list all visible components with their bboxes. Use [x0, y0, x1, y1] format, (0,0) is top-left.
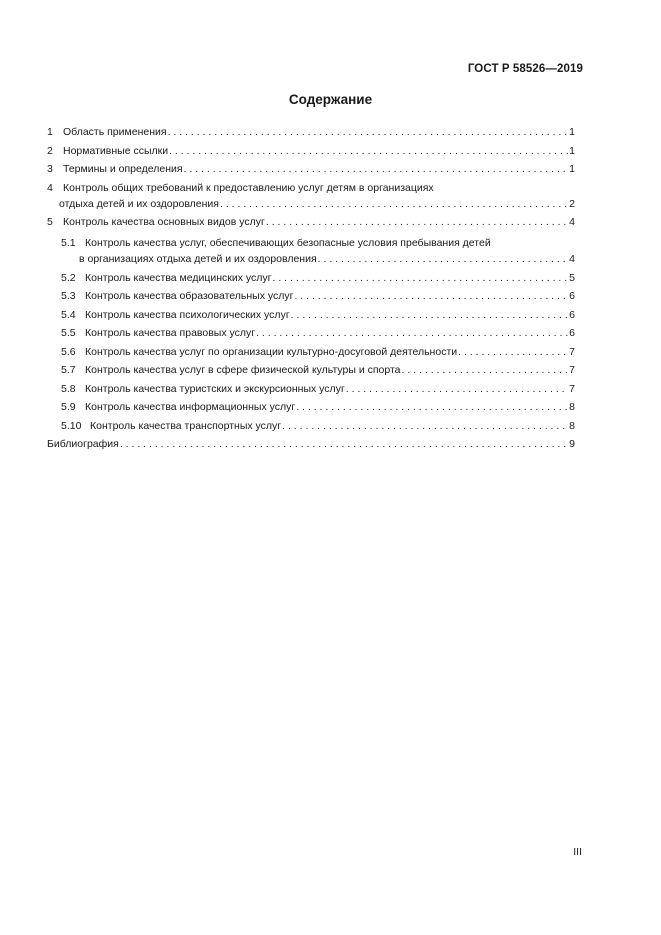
toc-entry-label: Контроль качества правовых услуг	[85, 327, 256, 339]
toc-entry[interactable]	[47, 399, 575, 415]
toc-entry[interactable]	[47, 362, 575, 378]
toc-leader-dots	[346, 381, 568, 397]
toc-entry[interactable]	[47, 124, 575, 140]
toc-entry-label: Контроль качества туристских и экскурсионных услуг	[85, 382, 345, 395]
toc-entry-number: 1	[47, 126, 53, 138]
toc-entry-number: 5.7	[61, 364, 76, 376]
toc-entry[interactable]	[47, 161, 575, 177]
toc-entry[interactable]	[47, 436, 575, 452]
toc-entry-page: 4	[569, 216, 575, 228]
toc-entry-label: Контроль общих требований к предоставлению услуг детям в организациях	[63, 181, 434, 194]
toc-entry[interactable]	[47, 270, 575, 286]
toc-entry-number: 2	[47, 144, 53, 157]
toc-entry-number: 5.8	[61, 382, 76, 395]
toc-entry-number: 5.10	[61, 419, 82, 432]
toc-entry[interactable]	[47, 143, 575, 159]
toc-entry-number: 5.3	[61, 290, 76, 302]
toc-entry-number: 5.9	[61, 401, 76, 413]
toc-entry[interactable]	[47, 418, 575, 434]
toc-entry-page: 7	[569, 345, 575, 358]
toc-entry-label: Область применения	[63, 126, 167, 138]
toc-entry-page: 1	[569, 126, 575, 138]
toc-entry-page: 7	[569, 364, 575, 376]
document-code: ГОСТ Р 58526—2019	[467, 63, 583, 75]
toc-leader-dots	[220, 196, 568, 212]
toc-entry-page: 2	[569, 197, 575, 210]
toc-entry-label: в организациях отдыха детей и их оздоровления	[79, 253, 317, 265]
toc-entry-number: 4	[47, 181, 53, 194]
toc-leader-dots	[458, 344, 568, 360]
toc-entry-page: 1	[569, 144, 575, 157]
toc-leader-dots	[291, 307, 569, 323]
toc-leader-dots	[168, 124, 569, 140]
toc-entry-page: 6	[569, 290, 575, 302]
toc-entry-number: 5.6	[61, 345, 76, 358]
toc-entry[interactable]	[47, 214, 575, 230]
toc-leader-dots	[402, 362, 569, 378]
toc-title: Содержание	[288, 92, 373, 107]
toc-entry-number: 5	[47, 216, 53, 228]
toc-leader-dots	[266, 214, 568, 230]
toc-entry[interactable]	[47, 288, 575, 304]
toc-leader-dots	[282, 418, 568, 434]
toc-leader-dots	[318, 251, 569, 267]
toc-entry-number: 5.5	[61, 327, 76, 339]
toc-leader-dots	[256, 325, 568, 341]
toc-entry-label: Контроль качества услуг, обеспечивающих безопасные условия пребывания детей	[85, 237, 491, 249]
toc-entry-label: Контроль качества информационных услуг	[85, 401, 296, 413]
toc-entry-page: 8	[569, 401, 575, 413]
toc-entry-label: Контроль качества медицинских услуг	[85, 271, 272, 284]
toc-entry-label: Контроль качества услуг по организации культурно-досуговой деятельности	[85, 345, 458, 358]
toc-entry-label: Нормативные ссылки	[63, 144, 169, 157]
page-number: III	[573, 846, 582, 858]
toc-entry-label: Контроль качества услуг в сфере физической культуры и спорта	[85, 364, 401, 376]
toc-entry-page: 5	[569, 271, 575, 284]
toc-entry-page: 9	[569, 438, 575, 450]
toc-entry-number: 5.1	[61, 237, 76, 249]
toc-leader-dots	[294, 288, 568, 304]
toc-entry[interactable]	[47, 325, 575, 341]
toc-entry[interactable]	[47, 307, 575, 323]
table-of-contents	[47, 124, 575, 455]
toc-entry-page: 6	[569, 308, 575, 321]
toc-entry[interactable]	[47, 180, 575, 212]
toc-leader-dots	[169, 143, 568, 159]
toc-entry-label: Термины и определения	[63, 163, 183, 175]
toc-entry-page: 6	[569, 327, 575, 339]
toc-entry-page: 7	[569, 382, 575, 395]
toc-entry-label: Контроль качества основных видов услуг	[63, 216, 265, 228]
toc-entry-page: 1	[569, 163, 575, 175]
toc-entry-number: 5.4	[61, 308, 76, 321]
toc-entry-label: Контроль качества психологических услуг	[85, 308, 290, 321]
toc-leader-dots	[120, 436, 568, 452]
toc-entry-label: Контроль качества образовательных услуг	[85, 290, 294, 302]
toc-leader-dots	[273, 270, 569, 286]
toc-entry-number: 3	[47, 163, 53, 175]
toc-entry-label: Библиография	[47, 438, 119, 450]
toc-leader-dots	[184, 161, 569, 177]
toc-entry[interactable]	[47, 381, 575, 397]
toc-entry-number: 5.2	[61, 271, 76, 284]
toc-entry-page: 4	[569, 253, 575, 265]
toc-entry-label: отдыха детей и их оздоровления	[59, 197, 219, 210]
toc-leader-dots	[296, 399, 568, 415]
toc-entry-page: 8	[569, 419, 575, 432]
toc-entry-label: Контроль качества транспортных услуг	[90, 419, 282, 432]
toc-entry[interactable]	[47, 344, 575, 360]
toc-entry[interactable]	[47, 235, 575, 267]
